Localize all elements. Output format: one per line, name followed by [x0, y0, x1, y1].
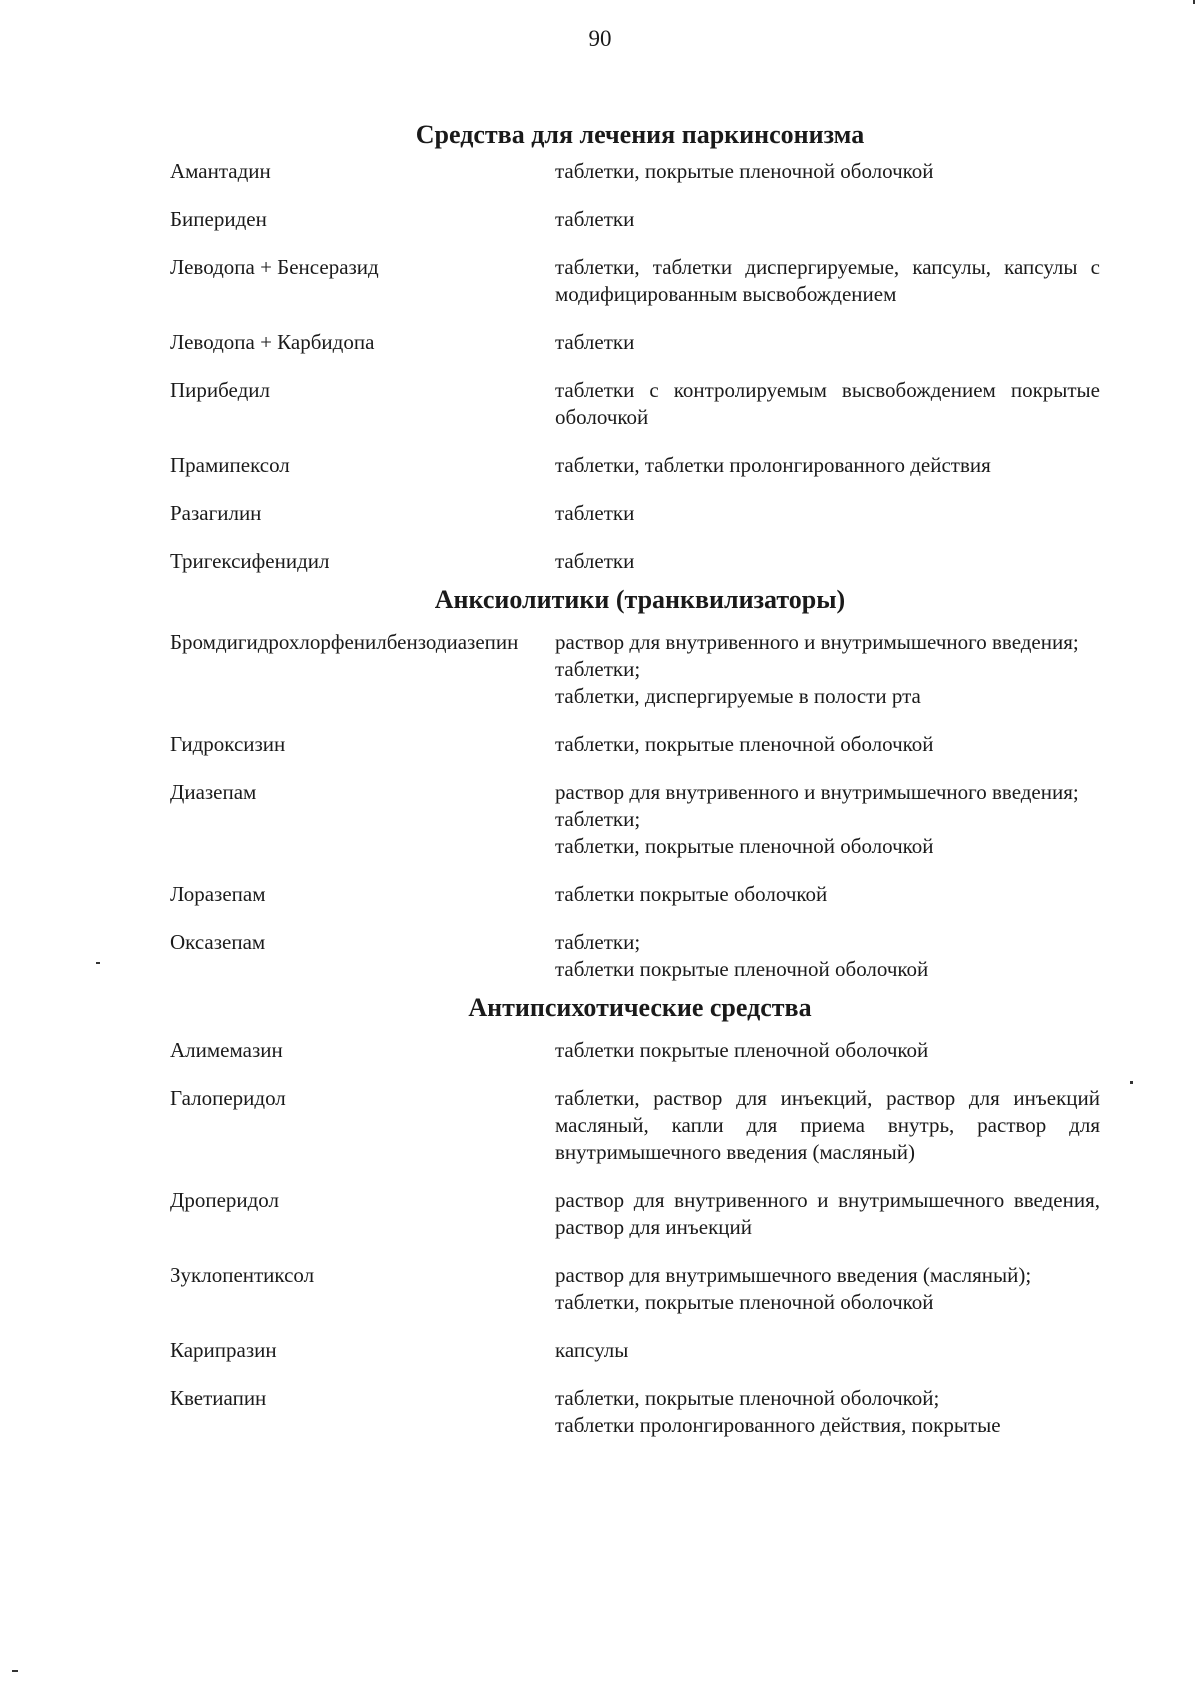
- form-line: таблетки пролонгированного действия, покрытые: [555, 1413, 1001, 1437]
- list-item: [170, 1337, 1100, 1364]
- form-line: раствор для внутримышечного введения (масляный);: [555, 1263, 1032, 1287]
- form-line: таблетки: [555, 501, 635, 525]
- drug-name: Тригексифенидил: [170, 549, 330, 573]
- drug-form: [555, 1037, 1100, 1064]
- form-line: таблетки;: [555, 930, 641, 954]
- page-number: 90: [588, 26, 612, 51]
- list-item: [170, 377, 1100, 431]
- form-line: таблетки: [555, 207, 635, 231]
- drug-form: [555, 158, 1100, 185]
- drug-name: Лоразепам: [170, 882, 266, 906]
- list-item: [170, 1385, 1100, 1439]
- drug-form: [555, 1337, 1100, 1364]
- list-item: [170, 1187, 1100, 1241]
- form-line: таблетки;: [555, 807, 641, 831]
- list-item: [170, 206, 1100, 233]
- form-line: таблетки, покрытые пленочной оболочкой: [555, 834, 934, 858]
- section-title-anxiolytics: Анксиолитики (транквилизаторы): [434, 585, 846, 614]
- drug-form: [555, 452, 1100, 479]
- list-item: [170, 1085, 1100, 1166]
- drug-name: Гидроксизин: [170, 732, 286, 756]
- drug-name: Оксазепам: [170, 930, 266, 954]
- drug-name: Амантадин: [170, 159, 271, 183]
- form-line: раствор для внутривенного и внутримышечного введения, раствор для инъекций: [555, 1188, 1100, 1239]
- drug-form: [555, 1085, 1100, 1166]
- drug-form: [555, 731, 1100, 758]
- form-line: таблетки, покрытые пленочной оболочкой: [555, 732, 934, 756]
- list-item: [170, 254, 1100, 308]
- drug-name: Разагилин: [170, 501, 262, 525]
- form-line: таблетки, таблетки диспергируемые, капсулы, капсулы с модифицированным высвобождением: [555, 255, 1100, 306]
- drug-form: [555, 1262, 1100, 1316]
- drug-name: Пирибедил: [170, 378, 270, 402]
- drug-form: [555, 500, 1100, 527]
- form-line: раствор для внутривенного и внутримышечного введения;: [555, 630, 1079, 654]
- section-title-antipsychotics: Антипсихотические средства: [468, 993, 812, 1022]
- drug-form: [555, 929, 1100, 983]
- list-item: [170, 629, 1100, 710]
- scan-mark: [1193, 0, 1195, 4]
- section-title-parkinsonism: Средства для лечения паркинсонизма: [415, 120, 865, 149]
- form-line: раствор для внутривенного и внутримышечного введения;: [555, 780, 1079, 804]
- list-item: [170, 881, 1100, 908]
- drug-name: Дроперидол: [170, 1188, 280, 1212]
- list-item: [170, 929, 1100, 983]
- drug-name: Алимемазин: [170, 1038, 283, 1062]
- list-item: [170, 158, 1100, 185]
- drug-name: Галоперидол: [170, 1086, 286, 1110]
- list-item: [170, 500, 1100, 527]
- form-line: таблетки, таблетки пролонгированного действия: [555, 453, 991, 477]
- form-line: таблетки: [555, 330, 635, 354]
- list-item: [170, 452, 1100, 479]
- drug-name: Карипразин: [170, 1338, 277, 1362]
- drug-name: Бипериден: [170, 207, 267, 231]
- scan-mark: [12, 1670, 18, 1672]
- form-line: капсулы: [555, 1338, 629, 1362]
- drug-form: [555, 329, 1100, 356]
- form-line: таблетки, покрытые пленочной оболочкой: [555, 1290, 934, 1314]
- section-antipsychotics: [170, 1037, 1100, 1439]
- form-line: таблетки, покрытые пленочной оболочкой: [555, 159, 934, 183]
- drug-form: [555, 254, 1100, 308]
- list-item: [170, 329, 1100, 356]
- form-line: таблетки;: [555, 657, 641, 681]
- drug-name: Леводопа + Бенсеразид: [170, 255, 379, 279]
- form-line: таблетки покрытые пленочной оболочкой: [555, 1038, 929, 1062]
- form-line: таблетки, диспергируемые в полости рта: [555, 684, 921, 708]
- drug-form: [555, 881, 1100, 908]
- section-parkinsonism: [170, 158, 1100, 575]
- drug-form: [555, 1385, 1100, 1439]
- drug-name: Зуклопентиксол: [170, 1263, 315, 1287]
- drug-form: [555, 629, 1100, 710]
- form-line: таблетки: [555, 549, 635, 573]
- list-item: [170, 731, 1100, 758]
- form-line: таблетки, покрытые пленочной оболочкой;: [555, 1386, 940, 1410]
- list-item: [170, 1037, 1100, 1064]
- scan-mark: [1130, 1081, 1133, 1084]
- drug-form: [555, 1187, 1100, 1241]
- form-line: таблетки покрытые оболочкой: [555, 882, 828, 906]
- drug-list: [170, 120, 1100, 1449]
- drug-name: Кветиапин: [170, 1386, 267, 1410]
- list-item: [170, 1262, 1100, 1316]
- drug-name: Диазепам: [170, 780, 257, 804]
- section-anxiolytics: [170, 629, 1100, 983]
- form-line: таблетки с контролируемым высвобождением покрытые оболочкой: [555, 378, 1100, 429]
- drug-name: Леводопа + Карбидопа: [170, 330, 375, 354]
- drug-form: [555, 548, 1100, 575]
- list-item: [170, 548, 1100, 575]
- drug-form: [555, 377, 1100, 431]
- drug-name: Бромдигидрохлорфенилбензодиазепин: [170, 630, 519, 654]
- list-item: [170, 779, 1100, 860]
- drug-name: Прамипексол: [170, 453, 290, 477]
- drug-form: [555, 206, 1100, 233]
- form-line: таблетки покрытые пленочной оболочкой: [555, 957, 929, 981]
- drug-form: [555, 779, 1100, 860]
- form-line: таблетки, раствор для инъекций, раствор для инъекций масляный, капли для приема внутрь, раствор для внутримышечного введения (масляный): [555, 1086, 1100, 1164]
- scan-mark: [96, 962, 100, 964]
